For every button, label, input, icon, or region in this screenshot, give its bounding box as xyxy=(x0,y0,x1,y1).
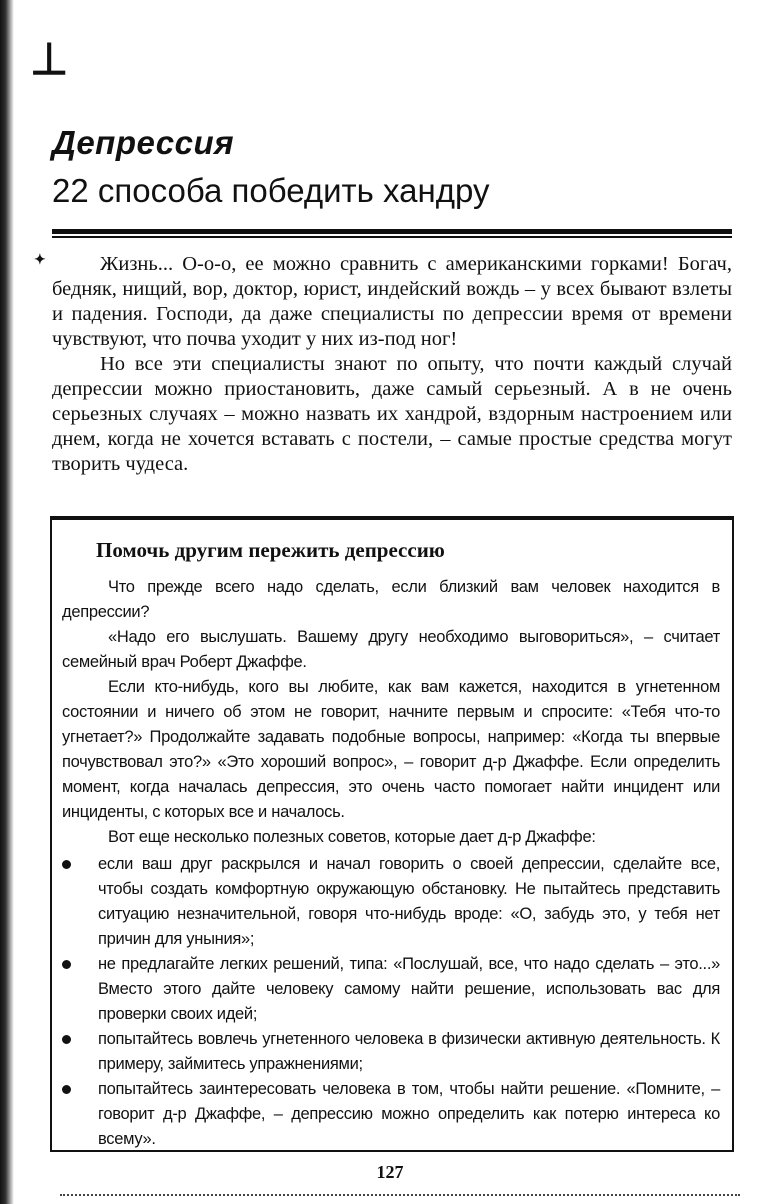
ornament-icon: ✦ xyxy=(34,253,46,268)
tip-item xyxy=(62,952,720,1027)
box-body xyxy=(62,575,720,1152)
intro-paragraph: Жизнь... О-о-о, ее можно сравнить с американскими горками! Богач, бедняк, нищий, вор, доктор, юрист, индейский вождь – у всех бывают взлеты и падения. Господи, да даже специалисты по депрессии время от времени чувствуют, что почва уходит у них из-под ног! xyxy=(52,253,732,350)
tip-text: попытайтесь вовлечь угнетенного человека в физически активную деятельность. К примеру, займитесь упражнениями; xyxy=(98,1030,720,1073)
tip-item xyxy=(62,1027,720,1077)
chapter-subtitle: 22 способа победить хандру xyxy=(52,172,490,209)
tip-text: попытайтесь заинтересовать человека в том, чтобы найти решение. «Помните, – говорит д-р Джаффе, – депрессию можно определить как потерю интереса ко всему». xyxy=(98,1080,720,1148)
tip-text: если ваш друг раскрылся и начал говорить о своей депрессии, сделайте все, чтобы создать комфортную окружающую обстановку. Не пытайтесь представить ситуацию незначительной, говоря что-нибудь вроде: «О, забудь это, у тебя нет причин для уныния»; xyxy=(98,855,720,948)
tips-list xyxy=(62,852,720,1152)
page-number: 127 xyxy=(376,1162,404,1182)
bullet-icon xyxy=(62,860,71,869)
tip-item xyxy=(62,1077,720,1152)
corner-mark-icon: ⊥ xyxy=(30,35,69,84)
bullet-icon xyxy=(62,1085,71,1094)
tip-text: не предлагайте легких решений, типа: «Послушай, все, что надо сделать – это...» Вместо этого дайте человеку самому найти решение, использовать вас для проверки своих идей; xyxy=(98,955,720,1023)
box-paragraph: Вот еще несколько полезных советов, которые дает д-р Джаффе: xyxy=(108,828,596,846)
box-title: Помочь другим пережить депрессию xyxy=(96,538,445,562)
page-edge-shadow xyxy=(0,0,14,1204)
box-paragraph: «Надо его выслушать. Вашему другу необходимо выговориться», – считает семейный врач Роберт Джаффе. xyxy=(62,628,720,671)
box-paragraph: Если кто-нибудь, кого вы любите, как вам кажется, находится в угнетенном состоянии и ничего об этом не говорит, начните первым и спросите: «Тебя что-то угнетает?» Продолжайте задавать подобные вопросы, например: «Когда ты впервые почувствовал это?» «Это хороший вопрос», – говорит д-р Джаффе. Если определить момент, когда началась депрессия, это очень часто помогает найти инцидент или инциденты, с которых все и началось. xyxy=(62,678,720,821)
bullet-icon xyxy=(62,960,71,969)
intro-paragraph: Но все эти специалисты знают по опыту, что почти каждый случай депрессии можно приостановить, даже самый серьезный. А в не очень серьезных случаях – можно назвать их хандрой, вздорным настроением или днем, когда не хочется вставать с постели, – самые простые средства могут творить чудеса. xyxy=(52,353,732,475)
scan-noise xyxy=(60,1194,740,1202)
bullet-icon xyxy=(62,1035,71,1044)
chapter-title: Депрессия xyxy=(52,124,235,161)
box-paragraph: Что прежде всего надо сделать, если близкий вам человек находится в депрессии? xyxy=(62,578,720,621)
tip-item xyxy=(62,852,720,952)
intro-text xyxy=(52,252,732,477)
title-divider xyxy=(52,229,732,238)
